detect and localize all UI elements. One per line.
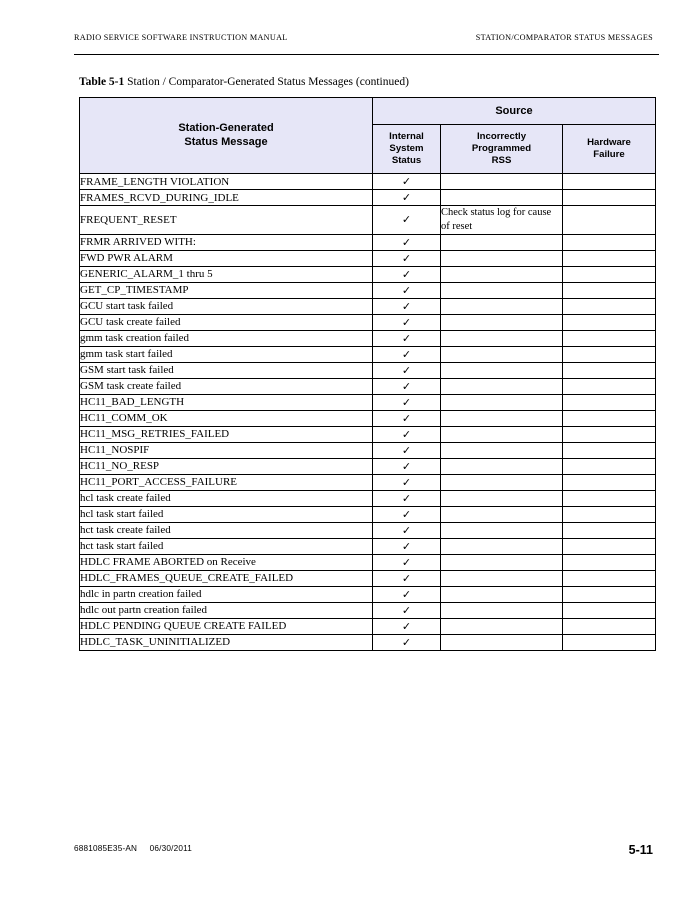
table-row bbox=[80, 506, 656, 522]
cell-internal-system-status: ✓ bbox=[373, 190, 441, 206]
table-row bbox=[80, 570, 656, 586]
cell-hardware-failure bbox=[563, 426, 656, 442]
table-row bbox=[80, 206, 656, 235]
cell-incorrectly-programmed-rss bbox=[441, 314, 563, 330]
table-row bbox=[80, 442, 656, 458]
cell-status-message: HC11_COMM_OK bbox=[80, 410, 373, 426]
table-row bbox=[80, 378, 656, 394]
cell-internal-system-status: ✓ bbox=[373, 282, 441, 298]
cell-status-message: HDLC_FRAMES_QUEUE_CREATE_FAILED bbox=[80, 570, 373, 586]
cell-status-message: hcl task create failed bbox=[80, 490, 373, 506]
table-row bbox=[80, 602, 656, 618]
cell-incorrectly-programmed-rss: Check status log for cause of reset bbox=[441, 206, 563, 235]
cell-internal-system-status: ✓ bbox=[373, 234, 441, 250]
cell-hardware-failure bbox=[563, 634, 656, 650]
cell-incorrectly-programmed-rss bbox=[441, 426, 563, 442]
cell-hardware-failure bbox=[563, 250, 656, 266]
table-row bbox=[80, 634, 656, 650]
header-manual-title: RADIO SERVICE SOFTWARE INSTRUCTION MANUAL bbox=[74, 33, 288, 42]
cell-internal-system-status: ✓ bbox=[373, 174, 441, 190]
cell-hardware-failure bbox=[563, 458, 656, 474]
cell-internal-system-status: ✓ bbox=[373, 266, 441, 282]
cell-status-message: hcl task start failed bbox=[80, 506, 373, 522]
table-row bbox=[80, 394, 656, 410]
cell-hardware-failure bbox=[563, 330, 656, 346]
cell-incorrectly-programmed-rss bbox=[441, 538, 563, 554]
cell-internal-system-status: ✓ bbox=[373, 586, 441, 602]
cell-incorrectly-programmed-rss bbox=[441, 474, 563, 490]
footer-date: 06/30/2011 bbox=[149, 844, 193, 853]
cell-incorrectly-programmed-rss bbox=[441, 554, 563, 570]
cell-hardware-failure bbox=[563, 474, 656, 490]
table-row bbox=[80, 586, 656, 602]
cell-status-message: hct task start failed bbox=[80, 538, 373, 554]
cell-hardware-failure bbox=[563, 410, 656, 426]
table-row bbox=[80, 250, 656, 266]
table-row bbox=[80, 314, 656, 330]
cell-status-message: GSM start task failed bbox=[80, 362, 373, 378]
cell-status-message: hct task create failed bbox=[80, 522, 373, 538]
cell-status-message: HC11_PORT_ACCESS_FAILURE bbox=[80, 474, 373, 490]
cell-hardware-failure bbox=[563, 346, 656, 362]
cell-hardware-failure bbox=[563, 298, 656, 314]
cell-internal-system-status: ✓ bbox=[373, 362, 441, 378]
cell-status-message: GCU start task failed bbox=[80, 298, 373, 314]
cell-incorrectly-programmed-rss bbox=[441, 458, 563, 474]
footer-document-info bbox=[74, 844, 192, 853]
cell-hardware-failure bbox=[563, 506, 656, 522]
cell-status-message: GENERIC_ALARM_1 thru 5 bbox=[80, 266, 373, 282]
cell-hardware-failure bbox=[563, 538, 656, 554]
cell-incorrectly-programmed-rss bbox=[441, 362, 563, 378]
table-row bbox=[80, 410, 656, 426]
table-row bbox=[80, 458, 656, 474]
table-caption-label: Table 5-1 bbox=[79, 76, 125, 88]
footer-page-number: 5-11 bbox=[628, 843, 653, 857]
footer-doc-number: 6881085E35-AN bbox=[74, 844, 138, 853]
cell-internal-system-status: ✓ bbox=[373, 474, 441, 490]
cell-internal-system-status: ✓ bbox=[373, 330, 441, 346]
cell-internal-system-status: ✓ bbox=[373, 618, 441, 634]
header-section-title: STATION/COMPARATOR STATUS MESSAGES bbox=[475, 33, 653, 42]
cell-internal-system-status: ✓ bbox=[373, 426, 441, 442]
cell-internal-system-status: ✓ bbox=[373, 442, 441, 458]
cell-hardware-failure bbox=[563, 190, 656, 206]
cell-hardware-failure bbox=[563, 602, 656, 618]
cell-incorrectly-programmed-rss bbox=[441, 266, 563, 282]
cell-hardware-failure bbox=[563, 234, 656, 250]
table-row bbox=[80, 490, 656, 506]
cell-hardware-failure bbox=[563, 206, 656, 235]
cell-incorrectly-programmed-rss bbox=[441, 394, 563, 410]
table-row bbox=[80, 330, 656, 346]
cell-internal-system-status: ✓ bbox=[373, 250, 441, 266]
column-header-incorrectly-programmed-rss: Incorrectly Programmed RSS bbox=[441, 125, 563, 174]
cell-status-message: FRMR ARRIVED WITH: bbox=[80, 234, 373, 250]
cell-status-message: HDLC_TASK_UNINITIALIZED bbox=[80, 634, 373, 650]
cell-incorrectly-programmed-rss bbox=[441, 330, 563, 346]
cell-status-message: HC11_MSG_RETRIES_FAILED bbox=[80, 426, 373, 442]
cell-status-message: HDLC PENDING QUEUE CREATE FAILED bbox=[80, 618, 373, 634]
cell-hardware-failure bbox=[563, 522, 656, 538]
table-head bbox=[80, 98, 656, 174]
cell-incorrectly-programmed-rss bbox=[441, 234, 563, 250]
cell-hardware-failure bbox=[563, 362, 656, 378]
column-header-message: Station-Generated Status Message bbox=[80, 98, 373, 174]
column-group-header-source: Source bbox=[373, 98, 656, 125]
table-body bbox=[80, 174, 656, 651]
cell-status-message: FRAMES_RCVD_DURING_IDLE bbox=[80, 190, 373, 206]
cell-status-message: GCU task create failed bbox=[80, 314, 373, 330]
table-row bbox=[80, 618, 656, 634]
table-row bbox=[80, 266, 656, 282]
table-row bbox=[80, 298, 656, 314]
cell-hardware-failure bbox=[563, 266, 656, 282]
cell-internal-system-status: ✓ bbox=[373, 346, 441, 362]
cell-internal-system-status: ✓ bbox=[373, 378, 441, 394]
status-messages-table bbox=[79, 97, 656, 651]
cell-hardware-failure bbox=[563, 586, 656, 602]
cell-internal-system-status: ✓ bbox=[373, 538, 441, 554]
table-row bbox=[80, 362, 656, 378]
table-row bbox=[80, 522, 656, 538]
cell-status-message: hdlc in partn creation failed bbox=[80, 586, 373, 602]
cell-status-message: HC11_NO_RESP bbox=[80, 458, 373, 474]
cell-internal-system-status: ✓ bbox=[373, 458, 441, 474]
cell-hardware-failure bbox=[563, 442, 656, 458]
column-header-internal-system-status: Internal System Status bbox=[373, 125, 441, 174]
table-row bbox=[80, 538, 656, 554]
cell-status-message: GET_CP_TIMESTAMP bbox=[80, 282, 373, 298]
table-row bbox=[80, 234, 656, 250]
cell-internal-system-status: ✓ bbox=[373, 602, 441, 618]
table-row bbox=[80, 426, 656, 442]
cell-status-message: HDLC FRAME ABORTED on Receive bbox=[80, 554, 373, 570]
header-rule bbox=[74, 54, 659, 55]
table-caption-text: Station / Comparator-Generated Status Messages (continued) bbox=[127, 76, 409, 88]
running-header bbox=[74, 33, 653, 42]
table-row bbox=[80, 190, 656, 206]
cell-incorrectly-programmed-rss bbox=[441, 442, 563, 458]
cell-incorrectly-programmed-rss bbox=[441, 250, 563, 266]
cell-incorrectly-programmed-rss bbox=[441, 634, 563, 650]
cell-status-message: FWD PWR ALARM bbox=[80, 250, 373, 266]
table-caption bbox=[79, 76, 409, 88]
cell-status-message: gmm task start failed bbox=[80, 346, 373, 362]
cell-status-message: hdlc out partn creation failed bbox=[80, 602, 373, 618]
cell-incorrectly-programmed-rss bbox=[441, 522, 563, 538]
cell-incorrectly-programmed-rss bbox=[441, 174, 563, 190]
cell-hardware-failure bbox=[563, 282, 656, 298]
cell-incorrectly-programmed-rss bbox=[441, 190, 563, 206]
cell-internal-system-status: ✓ bbox=[373, 410, 441, 426]
cell-hardware-failure bbox=[563, 394, 656, 410]
cell-internal-system-status: ✓ bbox=[373, 314, 441, 330]
cell-internal-system-status: ✓ bbox=[373, 570, 441, 586]
table-row bbox=[80, 474, 656, 490]
cell-status-message: FREQUENT_RESET bbox=[80, 206, 373, 235]
cell-incorrectly-programmed-rss bbox=[441, 346, 563, 362]
cell-incorrectly-programmed-rss bbox=[441, 378, 563, 394]
cell-status-message: HC11_NOSPIF bbox=[80, 442, 373, 458]
column-header-hardware-failure: Hardware Failure bbox=[563, 125, 656, 174]
cell-status-message: GSM task create failed bbox=[80, 378, 373, 394]
cell-internal-system-status: ✓ bbox=[373, 206, 441, 235]
table-row bbox=[80, 282, 656, 298]
cell-incorrectly-programmed-rss bbox=[441, 282, 563, 298]
table-row bbox=[80, 346, 656, 362]
cell-incorrectly-programmed-rss bbox=[441, 298, 563, 314]
cell-internal-system-status: ✓ bbox=[373, 506, 441, 522]
cell-internal-system-status: ✓ bbox=[373, 522, 441, 538]
table-row bbox=[80, 174, 656, 190]
table-header-row-group bbox=[80, 98, 656, 125]
cell-status-message: FRAME_LENGTH VIOLATION bbox=[80, 174, 373, 190]
cell-hardware-failure bbox=[563, 378, 656, 394]
cell-incorrectly-programmed-rss bbox=[441, 586, 563, 602]
cell-incorrectly-programmed-rss bbox=[441, 410, 563, 426]
cell-status-message: HC11_BAD_LENGTH bbox=[80, 394, 373, 410]
table-row bbox=[80, 554, 656, 570]
cell-hardware-failure bbox=[563, 570, 656, 586]
cell-internal-system-status: ✓ bbox=[373, 490, 441, 506]
cell-internal-system-status: ✓ bbox=[373, 298, 441, 314]
cell-incorrectly-programmed-rss bbox=[441, 490, 563, 506]
cell-hardware-failure bbox=[563, 314, 656, 330]
cell-incorrectly-programmed-rss bbox=[441, 602, 563, 618]
cell-incorrectly-programmed-rss bbox=[441, 570, 563, 586]
cell-incorrectly-programmed-rss bbox=[441, 618, 563, 634]
cell-hardware-failure bbox=[563, 554, 656, 570]
cell-hardware-failure bbox=[563, 618, 656, 634]
cell-hardware-failure bbox=[563, 174, 656, 190]
cell-internal-system-status: ✓ bbox=[373, 554, 441, 570]
cell-internal-system-status: ✓ bbox=[373, 634, 441, 650]
cell-status-message: gmm task creation failed bbox=[80, 330, 373, 346]
cell-internal-system-status: ✓ bbox=[373, 394, 441, 410]
cell-hardware-failure bbox=[563, 490, 656, 506]
cell-incorrectly-programmed-rss bbox=[441, 506, 563, 522]
